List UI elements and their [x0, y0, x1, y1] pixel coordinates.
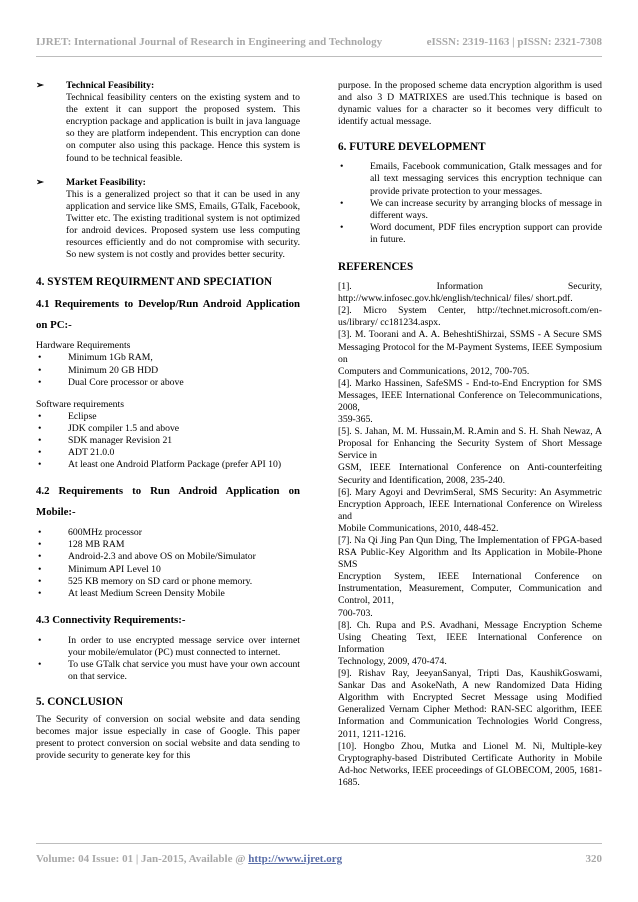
reference-item: [10]. Hongbo Zhou, Mutka and Lionel M. Ni, Multiple-key Cryptography-based Distributed Certificate Authority in Mobile Ad-hoc Networks, IEEE proceedings of GLOBECOM, 2005, 1681-1685. [338, 740, 602, 788]
left-column [36, 80, 300, 763]
list-item: • In order to use encrypted message service over internet your mobile/emulator (PC) must connected to internet. [38, 634, 300, 658]
references-title: REFERENCES [338, 261, 414, 274]
paragraph: Technical feasibility centers on the existing system and to the extent it can support the proposed system. This encryption package and application is built in java language so they are platform independent. This encryption can done on computer also using this package. Hence this system is found to be technical feasible. [66, 92, 300, 164]
list-item: • 600MHz processor [38, 527, 142, 539]
reference-item: Computers and Communications, 2012, 700-705. [338, 365, 530, 377]
list-item: • SDK manager Revision 21 [38, 434, 173, 446]
reference-item: [9]. Rishav Ray, JeeyanSanyal, Tripti Das, KaushikGoswami, Sankar Das and AsokeNath, A new Randomized Data Hiding Algorithm with Encrypted Secret Message using Modified Generalized Vernam Cipher Method: RAN-SEC algorithm, IEEE Information and Communication Technologies World Congress, 2011, 1211-1216. [338, 668, 602, 740]
list-item: • JDK compiler 1.5 and above [38, 422, 180, 434]
page-number: 320 [585, 853, 602, 865]
hardware-label: Hardware Requirements [36, 340, 131, 352]
reference-item: Encryption System, IEEE International Conference on Instrumentation, Measurement, Computer, Communication and Control, 2011, [338, 571, 602, 607]
market-feasibility [36, 177, 300, 262]
header-rule [36, 56, 602, 57]
running-footer [36, 853, 602, 865]
reference-item: Mobile Communications, 2010, 448-452. [338, 522, 499, 534]
subsection-title: Technical Feasibility: [66, 80, 155, 91]
reference-item: [8]. Ch. Rupa and P.S. Avadhani, Message Encryption Scheme Using Cheating Text, IEEE International Conference on Information [338, 619, 602, 655]
reference-item: GSM, IEEE International Conference on Anti-counterfeiting Security and Identification, 2008, 235-240. [338, 462, 602, 486]
paragraph: purpose. In the proposed scheme data encryption algorithm is used and also 3 D MATRIXES are used.This technique is based on dynamic values for a character so it becomes very difficult to identify actual message. [338, 80, 602, 128]
hardware-list [36, 352, 300, 388]
list-item: • Minimum 20 GB HDD [38, 364, 159, 376]
technical-feasibility [36, 80, 300, 165]
list-item: • Minimum 1Gb RAM, [38, 352, 153, 364]
subsection-title: Market Feasibility: [66, 176, 146, 188]
list-item: • Dual Core processor or above [38, 376, 184, 388]
section-title-4-1: 4.1 Requirements to Develop/Run Android Application on PC:- [36, 298, 300, 332]
list-item: • At least one Android Platform Package (prefer API 10) [38, 459, 282, 471]
software-label: Software requirements [36, 398, 124, 410]
list-item: • Android-2.3 and above OS on Mobile/Simulator [38, 551, 256, 563]
section-title-4-3: 4.3 Connectivity Requirements:- [36, 613, 186, 626]
issn: eISSN: 2319-1163 | pISSN: 2321-7308 [426, 36, 602, 48]
section-title-5: 5. CONCLUSION [36, 696, 124, 709]
reference-item: [2]. Micro System Center, http://technet.microsoft.com/en-us/library/ cc181234.aspx. [338, 305, 602, 329]
paragraph: This is a generalized project so that it can be used in any application and service like SMS, Emails, GTalk, Facebook, Twitter etc. The existing traditional system is not optimized for android devices. Proposed system use less computing resources efficiently and do not compromise with security. So new system is not costly and provides better security. [66, 188, 300, 261]
reference-item: 700-703. [338, 607, 373, 619]
reference-item: [4]. Marko Hassinen, SafeSMS - End-to-End Encryption for SMS Messages, IEEE International Conference on Telecommunications, 2008, [338, 377, 602, 413]
section-title-6: 6. FUTURE DEVELOPMENT [338, 141, 486, 154]
list-item: • Minimum API Level 10 [38, 563, 161, 575]
reference-item: [1]. Information Security, http://www.infosec.gov.hk/english/technical/ files/ short.pdf. [338, 281, 602, 305]
section-title-4-2: 4.2 Requirements to Run Android Application on Mobile:- [36, 485, 300, 519]
reference-item: [5]. S. Jahan, M. M. Hussain,M. R.Amin and S. H. Shah Newaz, A Proposal for Enhancing the Security System of Short Message Service in [338, 426, 602, 462]
reference-item: [6]. Mary Agoyi and DevrimSeral, SMS Security: An Asymmetric Encryption Approach, IEEE International Conference on Wireless and [338, 486, 602, 522]
mobile-list [36, 527, 300, 600]
reference-item: [7]. Na Qi Jing Pan Qun Ding, The Implementation of FPGA-based RSA Public-Key Algorithm and Its Application in Mobile-Phone SMS [338, 535, 602, 571]
list-item: • Word document, PDF files encryption support can provide in future. [340, 221, 602, 245]
footer-rule [36, 843, 602, 844]
list-item: • To use GTalk chat service you must have your own account on that service. [38, 659, 300, 683]
journal-title: IJRET: International Journal of Research in Engineering and Technology [36, 36, 383, 48]
list-item: • 128 MB RAM [38, 539, 125, 551]
list-item: • We can increase security by arranging blocks of message in different ways. [340, 197, 602, 221]
reference-item: [3]. M. Toorani and A. A. BeheshtiShirzai, SSMS - A Secure SMS Messaging Protocol for the M-Payment Systems, IEEE Symposium on [338, 329, 602, 365]
reference-item: 359-365. [338, 414, 373, 426]
section-title-4: 4. SYSTEM REQUIRMENT AND SPECIATION [36, 276, 273, 289]
software-list [36, 411, 300, 471]
reference-list [338, 281, 602, 789]
list-item: • Eclipse [38, 410, 97, 422]
future-list [338, 161, 602, 246]
list-item: • At least Medium Screen Density Mobile [38, 587, 225, 599]
right-column [338, 80, 602, 789]
arrow-bullet-icon: ➢ [36, 176, 45, 188]
list-item: • ADT 21.0.0 [38, 447, 115, 459]
paragraph: The Security of conversion on social website and data sending becomes major issue especially in case of Google. This paper present to protect conversion on social website and data sending to provide security to generate key for this [36, 714, 300, 762]
reference-item: Technology, 2009, 470-474. [338, 655, 447, 667]
journal-link[interactable]: http://www.ijret.org [248, 853, 343, 865]
list-item: • Emails, Facebook communication, Gtalk messages and for all text messaging services this encryption technique can provide private protection to your messages. [340, 161, 602, 197]
running-header [36, 36, 602, 48]
arrow-bullet-icon: ➢ [36, 80, 45, 91]
connectivity-list [36, 635, 300, 683]
list-item: • 525 KB memory on SD card or phone memory. [38, 575, 253, 587]
footer-volume: Volume: 04 Issue: 01 | Jan-2015, Available @ http://www.ijret.org [36, 853, 343, 865]
